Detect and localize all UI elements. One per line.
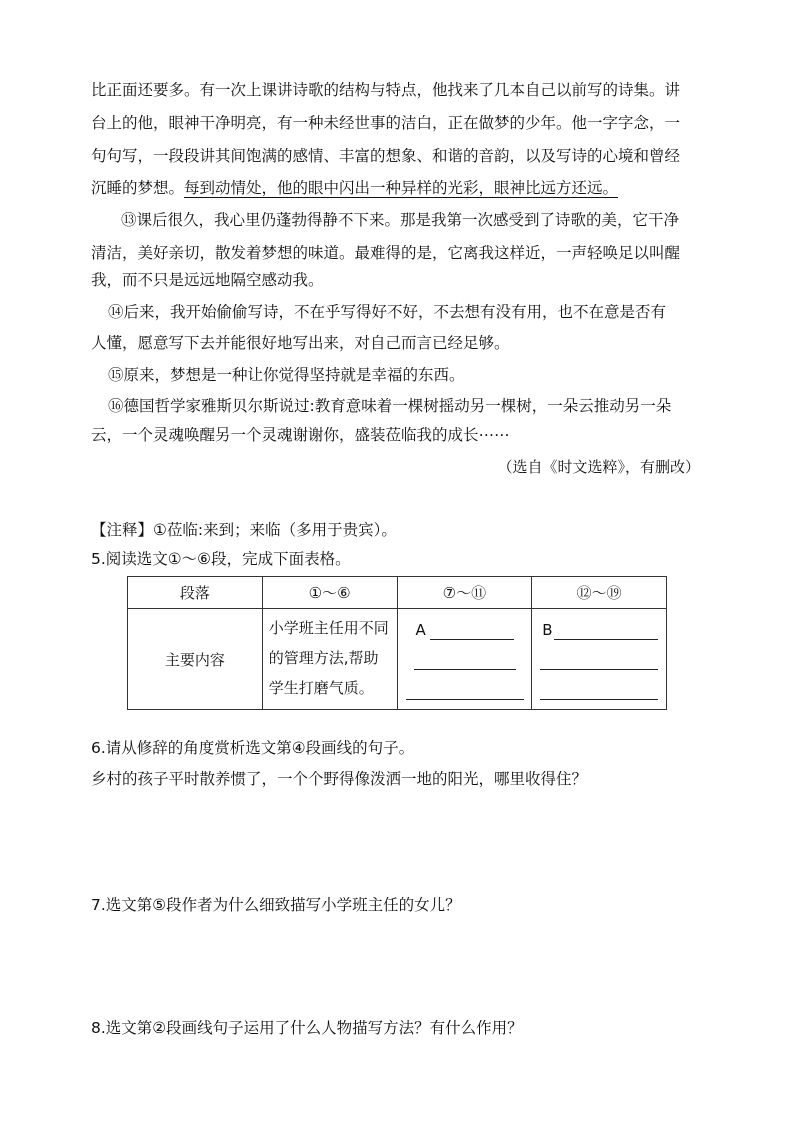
passage-text: 沉睡的梦想。 xyxy=(91,179,185,197)
underlined-sentence: 每到动情处，他的眼中闪出一种异样的光彩，眼神比远方还远。 xyxy=(184,179,619,197)
question-7-prompt: 7.选文第⑤段作者为什么细致描写小学班主任的女儿？ xyxy=(91,896,461,914)
passage-line xyxy=(91,178,711,198)
passage-line: 台上的他，眼神干净明亮，有一种未经世事的洁白，正在做梦的少年。他一字字念，一 xyxy=(91,114,681,132)
paragraph-13-line: ⑬课后很久，我心里仍蓬勃得静不下来。那是我第一次感受到了诗歌的美，它干净 xyxy=(121,211,680,229)
question-6-answer-area[interactable] xyxy=(91,800,711,890)
answer-line[interactable] xyxy=(430,639,514,640)
question-8-answer-area[interactable] xyxy=(91,1048,711,1108)
question-8-prompt: 8.选文第②段画线句子运用了什么人物描写方法？有什么作用？ xyxy=(91,1019,523,1037)
table-header-cell: ⑫～⑲ xyxy=(532,577,667,609)
paragraph-14-line: ⑭后来，我开始偷偷写诗，不在乎写得好不好，不去想有没有用，也不在意是否有 xyxy=(108,303,667,321)
answer-line[interactable] xyxy=(540,699,658,700)
answer-line[interactable] xyxy=(554,639,658,640)
table-header-cell: 段落 xyxy=(128,577,263,609)
answer-line[interactable] xyxy=(540,669,658,670)
paragraph-15-line: ⑮原来，梦想是一种让你觉得坚持就是幸福的东西。 xyxy=(108,366,465,384)
source-note: （选自《时文选粹》，有删改） xyxy=(497,458,700,476)
annotation: 【注释】①莅临:来到；来临（多用于贵宾）。 xyxy=(91,521,397,539)
passage-line: 云，一个灵魂唤醒另一个灵魂谢谢你，盛装莅临我的成长⋯⋯ xyxy=(91,426,510,444)
answer-cell-a[interactable] xyxy=(397,609,532,710)
content-cell: 小学班主任用不同的管理方法,帮助学生打磨气质。 xyxy=(262,609,397,710)
passage-line: 比正面还要多。有一次上课讲诗歌的结构与特点，他找来了几本自己以前写的诗集。讲 xyxy=(91,81,681,99)
table-header-cell: ①～⑥ xyxy=(262,577,397,609)
answer-line[interactable] xyxy=(414,669,516,670)
answer-line[interactable] xyxy=(406,699,524,700)
table-header-cell: ⑦～⑪ xyxy=(397,577,532,609)
passage-line: 句句写，一段段讲其间饱满的感情、丰富的想象、和谐的音韵，以及写诗的心境和曾经 xyxy=(91,147,681,165)
passage-line: 清洁，美好亲切，散发着梦想的味道。最难得的是，它离我这样近，一声轻唤足以叫醒 xyxy=(91,244,681,262)
answer-cell-b[interactable] xyxy=(532,609,667,710)
paragraph-16-line: ⑯德国哲学家雅斯贝尔斯说过:教育意味着一棵树摇动另一棵树，一朵云推动另一朵 xyxy=(108,397,672,415)
row-label: 主要内容 xyxy=(128,609,263,710)
question-7-answer-area[interactable] xyxy=(91,925,711,1015)
summary-table xyxy=(127,576,667,710)
question-6-sentence: 乡村的孩子平时散养惯了，一个个野得像泼洒一地的阳光，哪里收得住？ xyxy=(91,770,588,788)
blank-label-a: A xyxy=(415,621,426,639)
blank-label-b: B xyxy=(542,621,553,639)
question-5-prompt: 5.阅读选文①～⑥段，完成下面表格。 xyxy=(91,550,351,568)
passage-line: 人懂，愿意写下去并能很好地写出来，对自己而言已经足够。 xyxy=(91,334,510,352)
question-6-prompt: 6.请从修辞的角度赏析选文第④段画线的句子。 xyxy=(91,739,415,757)
passage-line: 我，而不只是远远地隔空感动我。 xyxy=(91,271,324,289)
